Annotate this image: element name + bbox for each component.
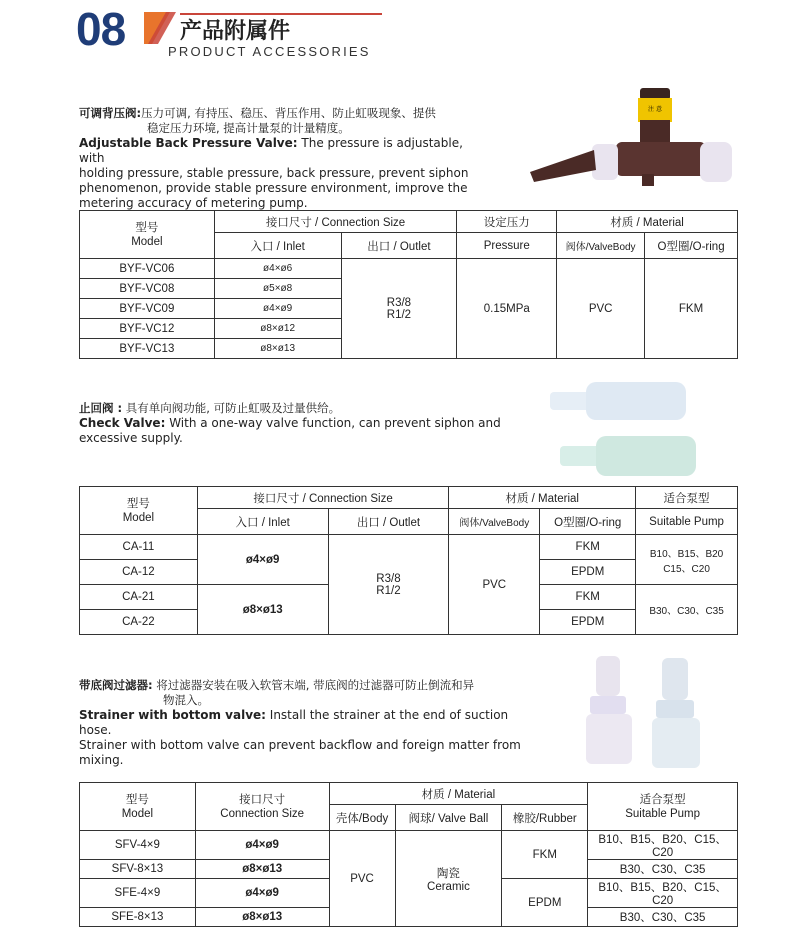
- s3-conn: ø4×ø9: [195, 831, 329, 860]
- section2-cn-text: 具有单向阀功能, 可防止虹吸及过量供给。: [122, 401, 341, 415]
- s1-th-oring: O型圈/O-ring: [645, 233, 738, 259]
- section3-spec-table: [79, 782, 738, 927]
- valve-warning-label: 注 意: [648, 106, 662, 113]
- s2-th-connection: 接口尺寸 / Connection Size: [197, 487, 449, 509]
- section1-spec-table: [79, 210, 738, 359]
- section3-cn-label: 带底阀过滤器:: [79, 678, 153, 692]
- s3-conn: ø4×ø9: [195, 879, 329, 908]
- section2-description: [79, 401, 519, 446]
- s1-th-body: 阀体/ValveBody: [557, 233, 645, 259]
- s3-model: SFE-4×9: [80, 879, 196, 908]
- section3-en-line2: Strainer with bottom valve can prevent backflow and foreign matter from: [79, 738, 521, 752]
- s1-model: BYF-VC13: [80, 339, 215, 359]
- s2-th-pump-en: Suitable Pump: [636, 509, 738, 535]
- section3-cn-text: 将过滤器安装在吸入软管末端, 带底阀的过滤器可防止倒流和异: [152, 678, 475, 692]
- table-row: [80, 831, 738, 860]
- s3-pump: B10、B15、B20、C15、C20: [588, 831, 738, 860]
- section1-cn-text: 压力可调, 有持压、稳压、背压作用、防止虹吸现象、提供: [141, 106, 436, 120]
- s1-body: PVC: [557, 259, 645, 359]
- section1-cn-label: 可调背压阀:: [79, 106, 142, 120]
- s1-pressure: 0.15MPa: [457, 259, 557, 359]
- s3-conn: ø8×ø13: [195, 908, 329, 927]
- s1-th-pressure-en: Pressure: [457, 233, 557, 259]
- check-valve-image: [546, 374, 706, 484]
- s2-oring: EPDM: [540, 610, 636, 635]
- section1-en-text: The pressure is adjustable, with: [79, 136, 463, 165]
- s2-pump: B10、B15、B20 C15、C20: [636, 535, 738, 585]
- s1-th-pressure-cn: 设定压力: [457, 211, 557, 233]
- s2-outlet: R3/8 R1/2: [328, 535, 449, 635]
- section2-spec-table: [79, 486, 738, 635]
- s2-model: CA-21: [80, 585, 198, 610]
- table-row: [80, 535, 738, 560]
- s2-th-inlet: 入口 / Inlet: [197, 509, 328, 535]
- s2-pump: B30、C30、C35: [636, 585, 738, 635]
- s2-inlet: ø8×ø13: [197, 585, 328, 635]
- s1-inlet: ø4×ø6: [214, 259, 341, 279]
- section1-en-label: Adjustable Back Pressure Valve:: [79, 136, 298, 150]
- back-pressure-valve-image: [520, 84, 750, 199]
- section3-cn-text2: 物混入。: [163, 693, 209, 707]
- s3-shell: PVC: [329, 831, 395, 927]
- s1-inlet: ø8×ø13: [214, 339, 341, 359]
- s2-model: CA-12: [80, 560, 198, 585]
- section2-cn-label: 止回阀 :: [79, 401, 123, 415]
- section2-en-line2: excessive supply.: [79, 431, 183, 445]
- s1-th-outlet: 出口 / Outlet: [341, 233, 457, 259]
- header-slash-logo: [140, 8, 180, 48]
- section3-en-line3: mixing.: [79, 753, 124, 767]
- section1-en-line4: metering accuracy of metering pump.: [79, 196, 308, 210]
- s2-body: PVC: [449, 535, 540, 635]
- section-number: 08: [76, 3, 126, 55]
- s2-th-model: 型号 Model: [80, 487, 198, 535]
- section1-description: [79, 106, 489, 211]
- header-title-cn: 产品附属件: [180, 19, 291, 44]
- s3-th-pump: 适合泵型 Suitable Pump: [588, 783, 738, 831]
- section3-en-text: Install the strainer at the end of suction hose.: [79, 708, 509, 737]
- s3-ball: 陶瓷 Ceramic: [395, 831, 502, 927]
- s2-oring: EPDM: [540, 560, 636, 585]
- section1-en-line3: phenomenon, provide stable pressure environment, improve the: [79, 181, 468, 195]
- s3-th-ball: 阀球/ Valve Ball: [395, 805, 502, 831]
- s1-th-material: 材质 / Material: [557, 211, 738, 233]
- s2-model: CA-22: [80, 610, 198, 635]
- s1-model: BYF-VC09: [80, 299, 215, 319]
- s2-th-outlet: 出口 / Outlet: [328, 509, 449, 535]
- s2-th-pump-cn: 适合泵型: [636, 487, 738, 509]
- s3-rubber: EPDM: [502, 879, 588, 927]
- s1-th-model: 型号 Model: [80, 211, 215, 259]
- s1-model: BYF-VC06: [80, 259, 215, 279]
- s3-rubber: FKM: [502, 831, 588, 879]
- s3-pump: B10、B15、B20、C15、C20: [588, 879, 738, 908]
- s1-inlet: ø5×ø8: [214, 279, 341, 299]
- s1-outlet: R3/8 R1/2: [341, 259, 457, 359]
- s2-oring: FKM: [540, 535, 636, 560]
- s3-th-model: 型号 Model: [80, 783, 196, 831]
- s2-oring: FKM: [540, 585, 636, 610]
- s1-inlet: ø4×ø9: [214, 299, 341, 319]
- s3-th-connection: 接口尺寸 Connection Size: [195, 783, 329, 831]
- s2-model: CA-11: [80, 535, 198, 560]
- s3-model: SFE-8×13: [80, 908, 196, 927]
- s3-pump: B30、C30、C35: [588, 908, 738, 927]
- s3-model: SFV-4×9: [80, 831, 196, 860]
- s3-model: SFV-8×13: [80, 860, 196, 879]
- s3-pump: B30、C30、C35: [588, 860, 738, 879]
- s3-th-rubber: 橡胶/Rubber: [502, 805, 588, 831]
- s1-model: BYF-VC08: [80, 279, 215, 299]
- strainer-image: [582, 652, 712, 774]
- s1-model: BYF-VC12: [80, 319, 215, 339]
- s2-th-oring: O型圈/O-ring: [540, 509, 636, 535]
- s3-th-material: 材质 / Material: [329, 783, 588, 805]
- section3-en-label: Strainer with bottom valve:: [79, 708, 266, 722]
- section1-en-line2: holding pressure, stable pressure, back pressure, prevent siphon: [79, 166, 469, 180]
- table-row: [80, 259, 738, 279]
- s1-oring: FKM: [645, 259, 738, 359]
- s2-inlet: ø4×ø9: [197, 535, 328, 585]
- s1-th-inlet: 入口 / Inlet: [214, 233, 341, 259]
- header-title-en: PRODUCT ACCESSORIES: [168, 44, 371, 59]
- s3-th-shell: 壳体/Body: [329, 805, 395, 831]
- s1-th-connection: 接口尺寸 / Connection Size: [214, 211, 457, 233]
- section2-en-label: Check Valve:: [79, 416, 166, 430]
- s3-conn: ø8×ø13: [195, 860, 329, 879]
- s1-inlet: ø8×ø12: [214, 319, 341, 339]
- s2-th-body: 阀体/ValveBody: [449, 509, 540, 535]
- s2-th-material: 材质 / Material: [449, 487, 636, 509]
- section3-description: [79, 678, 539, 768]
- section2-en-text: With a one-way valve function, can prevent siphon and: [165, 416, 501, 430]
- section1-cn-text2: 稳定压力环境, 提高计量泵的计量精度。: [147, 121, 350, 135]
